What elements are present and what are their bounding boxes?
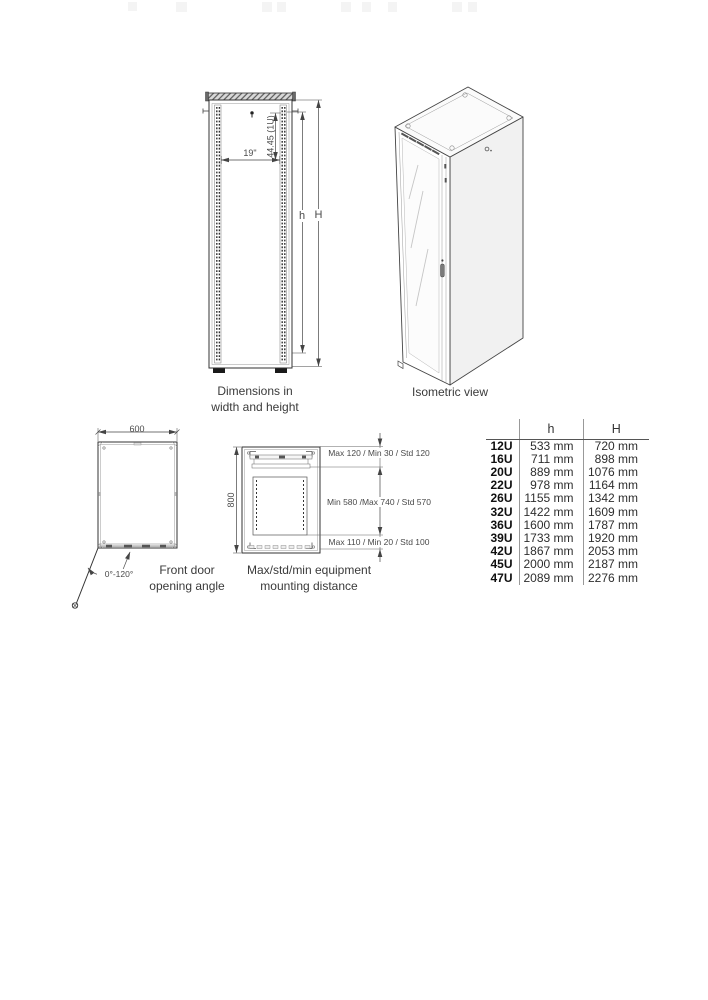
header-u xyxy=(486,419,519,439)
cell-h: 2000 mm xyxy=(519,558,583,571)
dim-label-19in: 19" xyxy=(243,148,257,158)
cell-H: 1609 mm xyxy=(583,506,649,519)
dim-label-600: 600 xyxy=(129,424,145,434)
cell-u: 16U xyxy=(490,451,513,466)
cell-h: 1867 mm xyxy=(519,545,583,558)
table-row xyxy=(486,439,649,453)
size-table-header xyxy=(486,419,649,439)
front-view-caption: Dimensions in width and height xyxy=(211,384,299,414)
cell-h: 1155 mm xyxy=(519,492,583,505)
cell-H: 2187 mm xyxy=(583,558,649,571)
lock-icon xyxy=(250,111,253,114)
table-row xyxy=(486,492,649,505)
cell-h: 533 mm xyxy=(519,439,583,453)
isometric-caption: Isometric view xyxy=(411,385,488,399)
dim-label-h: h xyxy=(295,210,309,222)
cell-H: 1164 mm xyxy=(583,479,649,492)
door-swing-line xyxy=(77,548,99,603)
top-cap xyxy=(207,93,294,100)
dim-label-H: H xyxy=(311,209,326,221)
cell-u: 12U xyxy=(490,438,513,453)
door-handle xyxy=(441,264,445,277)
foot xyxy=(275,369,287,374)
dim-H xyxy=(292,100,322,367)
cell-H: 1342 mm xyxy=(583,492,649,505)
angle-label: 0°-120° xyxy=(97,569,141,579)
cell-H: 1787 mm xyxy=(583,519,649,532)
cell-H: 720 mm xyxy=(583,439,649,453)
equipment-area xyxy=(253,477,307,535)
rail-bar xyxy=(252,464,310,468)
mounting-caption: Max/std/min equipment mounting distance xyxy=(246,563,372,593)
door-angle-caption: Front door opening angle xyxy=(149,563,225,593)
table-row xyxy=(486,558,649,571)
cell-u: 20U xyxy=(490,464,513,479)
header-H: H xyxy=(583,419,649,439)
cell-u: 39U xyxy=(490,530,513,545)
cabinet-frame xyxy=(209,100,292,368)
table-row xyxy=(486,572,649,585)
table-row xyxy=(486,453,649,466)
size-table-body xyxy=(486,439,649,585)
cell-h: 889 mm xyxy=(519,466,583,479)
table-row xyxy=(486,519,649,532)
isometric-view-drawing xyxy=(385,78,545,388)
mount-bottom-gap-label: Max 110 / Min 20 / Std 100 xyxy=(324,537,434,547)
table-row xyxy=(486,506,649,519)
dim-label-1u: 44.45 (1U) xyxy=(265,115,276,158)
size-table xyxy=(486,419,649,585)
cell-u: 26U xyxy=(490,491,513,506)
cell-h: 978 mm xyxy=(519,479,583,492)
cell-u: 32U xyxy=(490,504,513,519)
cell-u: 47U xyxy=(490,570,513,585)
dim-label-800: 800 xyxy=(226,492,236,508)
mount-mid-span-label: Min 580 /Max 740 / Std 570 xyxy=(324,497,434,507)
door-pivot xyxy=(72,603,77,608)
cell-h: 711 mm xyxy=(519,453,583,466)
cell-H: 898 mm xyxy=(583,453,649,466)
cell-h: 1422 mm xyxy=(519,506,583,519)
cell-H: 2053 mm xyxy=(583,545,649,558)
cabinet-plan xyxy=(98,442,177,548)
cell-u: 45U xyxy=(490,557,513,572)
cell-h: 2089 mm xyxy=(519,572,583,585)
foot xyxy=(213,369,225,374)
mount-top-gap-label: Max 120 / Min 30 / Std 120 xyxy=(324,448,434,458)
cell-H: 1076 mm xyxy=(583,466,649,479)
cell-u: 36U xyxy=(490,517,513,532)
cell-h: 1733 mm xyxy=(519,532,583,545)
cell-H: 1920 mm xyxy=(583,532,649,545)
header-h: h xyxy=(519,419,583,439)
cell-u: 22U xyxy=(490,478,513,493)
cell-h: 1600 mm xyxy=(519,519,583,532)
side-panel xyxy=(450,117,523,385)
cell-u: 42U xyxy=(490,544,513,559)
cell-H: 2276 mm xyxy=(583,572,649,585)
